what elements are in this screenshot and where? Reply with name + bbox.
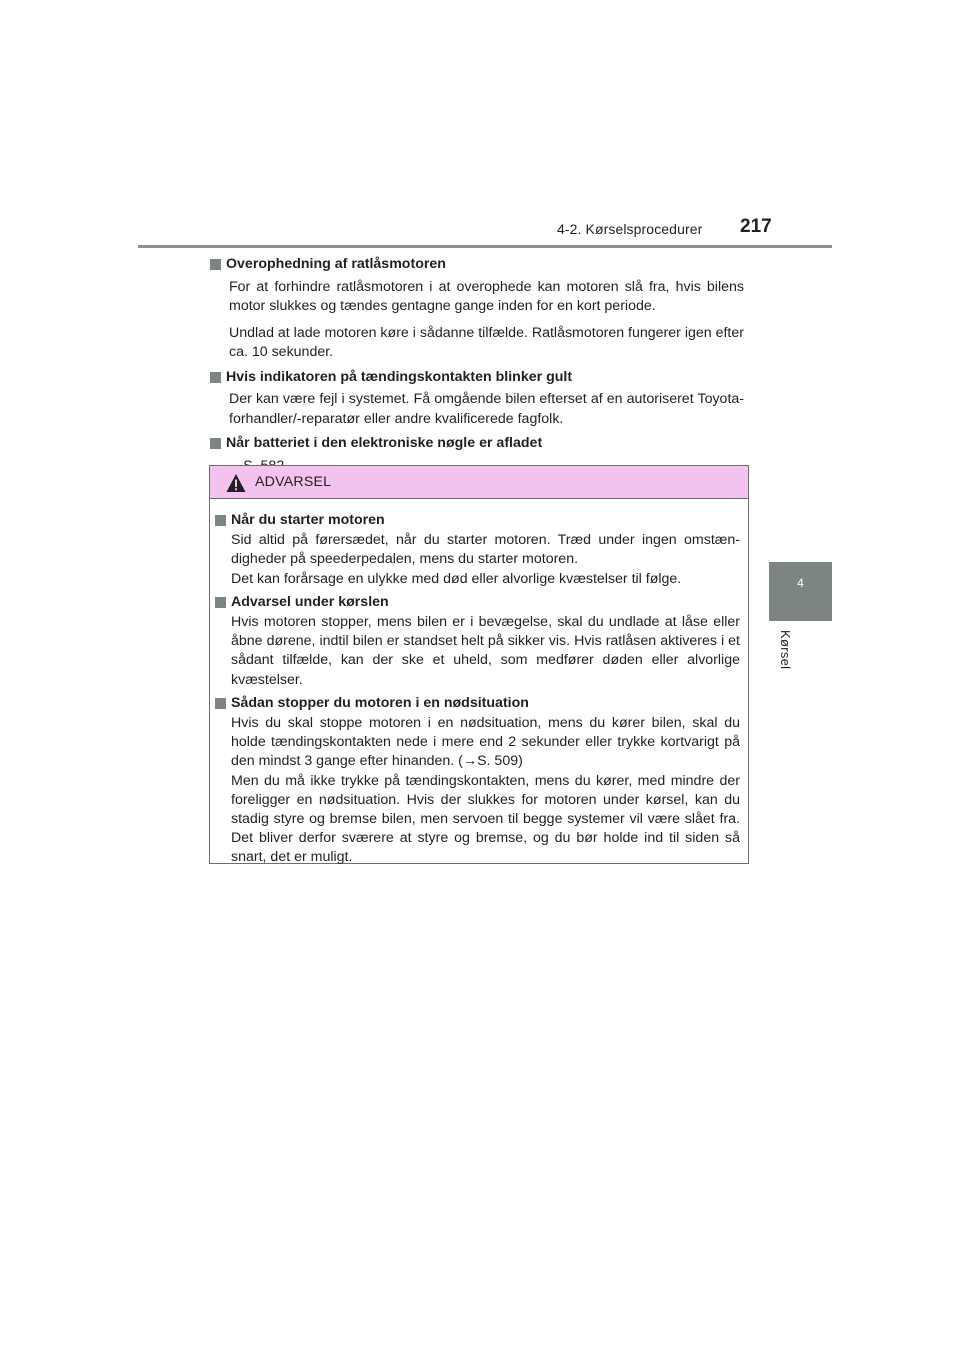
- bullet-square-icon: [215, 698, 226, 709]
- warning-text: Hvis du skal stoppe motoren i en nødsituation, mens du kører bilen, skal du holde tændingskontakten nede i mere end 2 sekunder eller trykke kortvarigt på den mindst 3 gange efter hinanden. (→S. 509): [231, 715, 740, 770]
- bullet-square-icon: [210, 259, 221, 270]
- paragraph: Undlad at lade motoren køre i sådanne tilfælde. Ratlåsmotoren fungerer igen efter ca. 10 sekunder.: [229, 324, 744, 360]
- bullet-square-icon: [210, 372, 221, 383]
- warning-text: Men du må ikke trykke på tændingskontakten, mens du kører, med mindre der foreligger en nødsituation. Hvis der slukkes for motoren under kørsel, kan du stadig styre og bremse bilen, men servoen til begge systemer vil være slået fra. Det bliver derfor sværere at styre og bremse, og du bør holde ind til siden så snart, det er muligt.: [231, 772, 740, 866]
- warning-paragraph: [231, 714, 740, 868]
- heading-text: Når batteriet i den elektroniske nøgle er afladet: [226, 435, 543, 451]
- heading-text: Sådan stopper du motoren i en nødsituation: [231, 694, 529, 711]
- warning-paragraph: [231, 613, 740, 690]
- section-heading: [210, 255, 744, 275]
- bullet-square-icon: [215, 515, 226, 526]
- paragraph: For at forhindre ratlåsmotoren i at overophede kan motoren slå fra, hvis bilens motor slukkes og tændes gentagne gange inden for en kort periode.: [229, 278, 744, 314]
- warning-paragraph: [231, 531, 740, 589]
- warning-body: [215, 511, 740, 868]
- section-heading: [210, 368, 744, 388]
- warning-text: Hvis motoren stopper, mens bilen er i bevægelse, skal du undlade at låse eller åbne dørene, indtil bilen er standset helt på sikker vis. Hvis ratlåsen aktiveres i et sådant tilfælde, kan der ske et uheld, som medfører døden eller alvorlige kvæstelser.: [231, 614, 740, 688]
- heading-text: Når du starter motoren: [231, 512, 385, 528]
- warning-item-heading: [215, 593, 740, 612]
- heading-text: Overophedning af ratlåsmotoren: [226, 256, 446, 272]
- warning-text: Det kan forårsage en ulykke med død eller alvorlige kvæstelser til følge.: [231, 570, 682, 587]
- chapter-label-container: [779, 630, 799, 674]
- warning-text: Sid altid på førersædet, når du starter motoren. Træd under ingen omstæn-digheder på speederpedalen, mens du starter motoren.: [231, 532, 740, 568]
- chapter-tab: [769, 562, 832, 621]
- bullet-square-icon: [215, 597, 226, 608]
- header-divider: [138, 245, 832, 248]
- chapter-label: Kørsel: [778, 630, 793, 670]
- chapter-number: 4: [797, 576, 804, 590]
- warning-item-heading: [215, 694, 740, 713]
- warning-item-heading: [215, 511, 740, 530]
- section-title: 4-2. Kørselsprocedurer: [557, 221, 703, 237]
- warning-triangle-icon: [226, 473, 246, 493]
- heading-text: Hvis indikatoren på tændingskontakten blinker gult: [226, 368, 573, 385]
- warning-header: [210, 466, 748, 499]
- warning-title: ADVARSEL: [255, 474, 332, 490]
- bullet-square-icon: [210, 438, 221, 449]
- main-content: [210, 255, 744, 476]
- section-heading: [210, 434, 744, 454]
- warning-box: [209, 465, 749, 864]
- page-number: 217: [740, 216, 772, 237]
- paragraph: Der kan være fejl i systemet. Få omgående bilen efterset af en autoriseret Toyota-forhandler/-reparatør eller andre kvalificerede fagfolk.: [229, 391, 744, 427]
- heading-text: Advarsel under kørslen: [231, 593, 389, 610]
